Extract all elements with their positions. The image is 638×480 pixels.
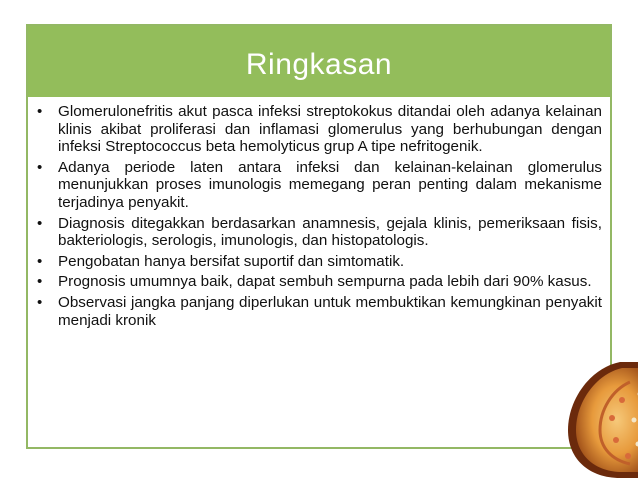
bullet-text: Prognosis umumnya baik, dapat sembuh sempurna pada lebih dari 90% kasus.: [58, 273, 602, 291]
bullet-marker: •: [37, 215, 42, 233]
bullet-marker: •: [37, 273, 42, 291]
bullet-text: Observasi jangka panjang diperlukan untuk membuktikan kemungkinan penyakit menjadi kronik: [58, 294, 602, 329]
bullet-text: Pengobatan hanya bersifat suportif dan simtomatik.: [58, 253, 602, 271]
slide-frame: [26, 24, 612, 449]
bullet-text: Glomerulonefritis akut pasca infeksi streptokokus ditandai oleh adanya kelainan klinis akibat proliferasi dan inflamasi glomerulus yang berhubungan dengan infeksi Streptococcus beta hemolyticus grup A tipe nefritogenik.: [58, 103, 602, 156]
bullet-item: [36, 215, 602, 250]
title-bar: [28, 26, 610, 98]
bullet-item: [36, 273, 602, 291]
bullet-item: [36, 294, 602, 329]
bullet-marker: •: [37, 253, 42, 271]
bullet-item: [36, 253, 602, 271]
bullet-marker: •: [37, 159, 42, 177]
bullet-text: Adanya periode laten antara infeksi dan kelainan-kelainan glomerulus menunjukkan proses imunologis memegang peran penting dalam mekanisme terjadinya penyakit.: [58, 159, 602, 212]
bullet-item: [36, 159, 602, 212]
slide-title: Ringkasan: [246, 48, 392, 82]
bullet-list: [36, 103, 602, 332]
bullet-marker: •: [37, 103, 42, 121]
bullet-item: [36, 103, 602, 156]
bullet-marker: •: [37, 294, 42, 312]
bullet-text: Diagnosis ditegakkan berdasarkan anamnesis, gejala klinis, pemeriksaan fisis, bakteriologis, serologis, imunologis, dan histopatologis.: [58, 215, 602, 250]
kidney-cross-section-icon: [560, 360, 638, 480]
